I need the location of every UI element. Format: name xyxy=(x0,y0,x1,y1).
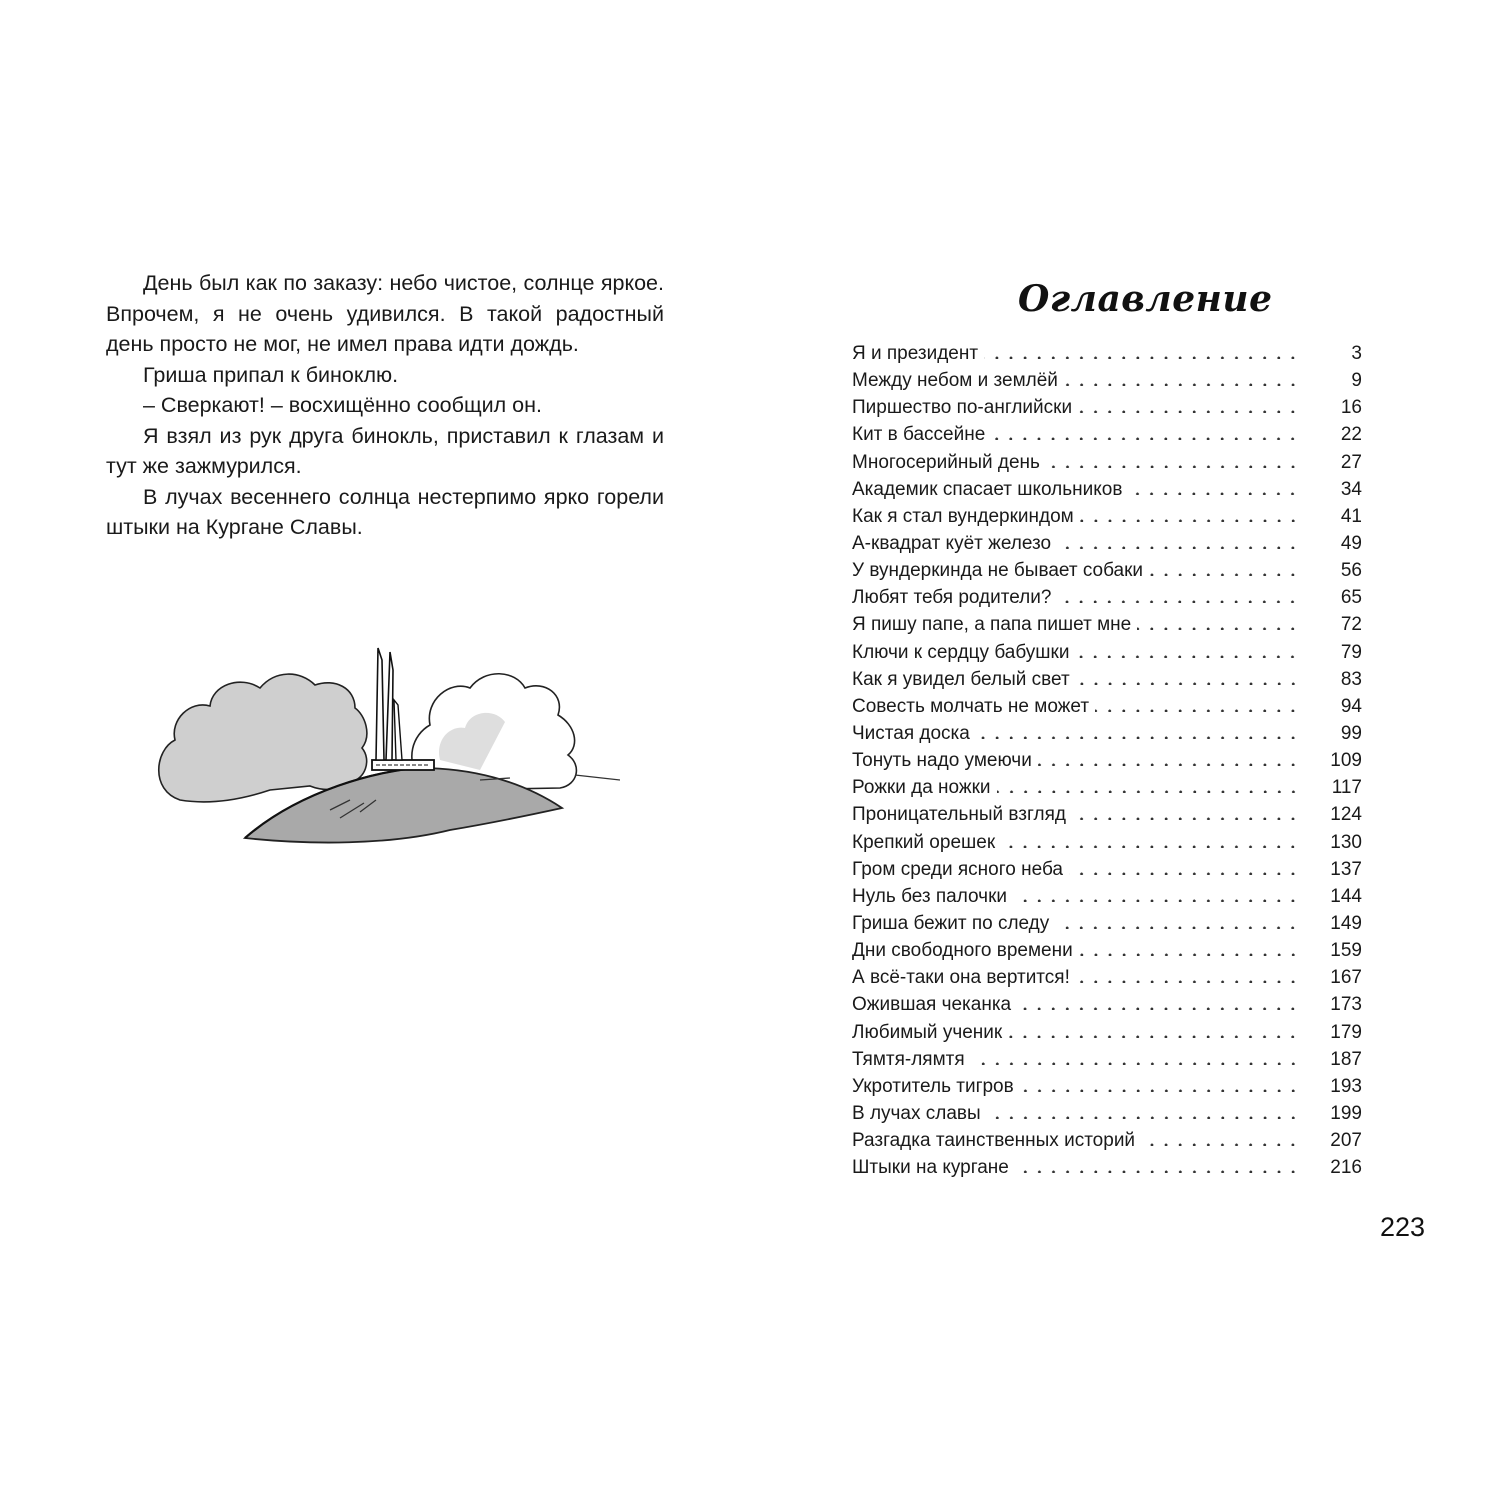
toc-entry[interactable] xyxy=(852,828,1362,855)
toc-entry-page: 124 xyxy=(1330,804,1362,826)
toc-entry-page: 179 xyxy=(1330,1021,1362,1043)
toc-entry-page: 199 xyxy=(1330,1102,1362,1124)
toc-leader-dots xyxy=(1064,366,1300,386)
toc-leader-dots xyxy=(1069,855,1300,875)
toc-entry-title: Ожившая чеканка xyxy=(852,994,1012,1016)
toc-entry-page: 34 xyxy=(1340,478,1362,500)
toc-leader-dots xyxy=(976,719,1300,739)
toc-entry-title: Рожки да ножки xyxy=(852,777,991,799)
toc-entry[interactable] xyxy=(852,963,1362,990)
toc-entry[interactable] xyxy=(852,1018,1362,1045)
toc-entry-page: 72 xyxy=(1340,614,1362,636)
toc-leader-dots xyxy=(1015,1153,1300,1173)
toc-entry-page: 65 xyxy=(1340,587,1362,609)
toc-leader-dots xyxy=(1080,502,1300,522)
toc-leader-dots xyxy=(1017,990,1300,1010)
toc-leader-dots xyxy=(1072,800,1300,820)
toc-leader-dots xyxy=(987,1099,1300,1119)
toc-entry-title: Я и президент xyxy=(852,343,979,364)
toc-entry-page: 27 xyxy=(1340,451,1362,473)
toc-leader-dots xyxy=(1001,828,1300,848)
toc-entry[interactable] xyxy=(852,990,1362,1017)
toc-entry[interactable] xyxy=(852,1126,1362,1153)
toc-entry[interactable] xyxy=(852,393,1362,420)
toc-entry-title: А всё-таки она вертится! xyxy=(852,967,1070,989)
toc-leader-dots xyxy=(1020,1072,1300,1092)
toc-leader-dots xyxy=(1046,448,1300,468)
toc-leader-dots xyxy=(1128,475,1300,495)
toc-entry[interactable] xyxy=(852,339,1362,366)
left-tree-shape xyxy=(159,674,367,802)
toc-entry-title: Любимый ученик xyxy=(852,1021,1003,1043)
toc-entry-page: 22 xyxy=(1340,424,1362,446)
story-text xyxy=(106,268,664,543)
story-paragraph: В лучах весеннего солнца нестерпимо ярко горели штыки на Кургане Славы. xyxy=(106,484,664,539)
toc-entry[interactable] xyxy=(852,1153,1362,1180)
toc-entry[interactable] xyxy=(852,665,1362,692)
toc-leader-dots xyxy=(1095,692,1300,712)
monument-hill-illustration xyxy=(150,640,620,855)
toc-entry[interactable] xyxy=(852,936,1362,963)
toc-entry-title: Как я увидел белый свет xyxy=(852,668,1070,690)
toc-entry-title: Многосерийный день xyxy=(852,451,1040,473)
toc-entry-title: Штыки на кургане xyxy=(852,1157,1009,1179)
toc-entry-page: 167 xyxy=(1330,967,1362,989)
toc-entry-page: 144 xyxy=(1330,885,1362,907)
story-paragraph: Я взял из рук друга бинокль, приставил к глазам и тут же зажмурился. xyxy=(106,423,664,478)
toc-entry-page: 41 xyxy=(1340,505,1362,527)
toc-entry-title: Пиршество по-английски xyxy=(852,397,1073,419)
toc-entry[interactable] xyxy=(852,909,1362,936)
toc-entry-page: 216 xyxy=(1330,1157,1362,1179)
toc-entry[interactable] xyxy=(852,855,1362,882)
toc-entry-title: Чистая доска xyxy=(852,722,970,744)
toc-leader-dots xyxy=(1013,882,1300,902)
toc-entry-title: Разгадка таинственных историй xyxy=(852,1130,1136,1152)
toc-entry[interactable] xyxy=(852,746,1362,773)
story-paragraph: – Сверкают! – восхищённо сообщил он. xyxy=(143,393,542,417)
toc-entry-page: 117 xyxy=(1331,777,1362,799)
toc-entry-page: 207 xyxy=(1330,1130,1362,1152)
toc-leader-dots xyxy=(1057,529,1300,549)
toc-entry[interactable] xyxy=(852,610,1362,637)
toc-leader-dots xyxy=(997,773,1300,793)
toc-leader-dots xyxy=(1055,909,1300,929)
toc-entry-page: 159 xyxy=(1330,940,1362,962)
toc-entry[interactable] xyxy=(852,420,1362,447)
toc-entry-page: 3 xyxy=(1351,343,1362,364)
toc-entry-page: 9 xyxy=(1351,370,1362,392)
toc-entry[interactable] xyxy=(852,1099,1362,1126)
toc-entry-title: Нуль без палочки xyxy=(852,885,1008,907)
toc-entry-title: У вундеркинда не бывает собаки xyxy=(852,560,1144,582)
toc-entry-title: Тонуть надо умеючи xyxy=(852,750,1032,772)
toc-leader-dots xyxy=(1137,610,1300,630)
story-paragraph: Гриша припал к биноклю. xyxy=(143,362,399,387)
toc-leader-dots xyxy=(1057,583,1300,603)
toc-entry-title: Ключи к сердцу бабушки xyxy=(852,641,1070,663)
toc-entry-page: 193 xyxy=(1330,1075,1362,1097)
toc-entry[interactable] xyxy=(852,882,1362,909)
toc-entry[interactable] xyxy=(852,692,1362,719)
toc-leader-dots xyxy=(1079,936,1300,956)
story-paragraph: День был как по заказу: небо чистое, солнце яркое. Впрочем, я не очень удивился. В такой радостный день просто не мог, не имел права идти дождь. xyxy=(106,271,664,356)
toc-entry-page: 56 xyxy=(1340,560,1362,582)
toc-entry-page: 79 xyxy=(1340,641,1362,663)
toc-entry-title: Я пишу папе, а папа пишет мне xyxy=(852,614,1132,636)
toc-entry-title: Гром среди ясного неба xyxy=(852,858,1063,880)
toc-entry[interactable] xyxy=(852,1045,1362,1072)
toc-entry-title: В лучах славы xyxy=(852,1102,981,1124)
toc-entry[interactable] xyxy=(852,719,1362,746)
toc-leader-dots xyxy=(1076,963,1300,983)
toc-entry-title: Крепкий орешек xyxy=(852,831,996,853)
toc-entry-page: 83 xyxy=(1340,668,1362,690)
toc-leader-dots xyxy=(1075,638,1300,658)
toc-entry[interactable] xyxy=(852,1072,1362,1099)
toc-entry[interactable] xyxy=(852,529,1362,556)
bayonet-shape xyxy=(394,700,402,760)
toc-entry-title: Тямтя-лямтя xyxy=(852,1048,965,1070)
toc-entry[interactable] xyxy=(852,800,1362,827)
toc-leader-dots xyxy=(1076,665,1300,685)
toc-leader-dots xyxy=(984,339,1300,359)
toc-entry-title: Укротитель тигров xyxy=(852,1075,1014,1097)
toc-entry-title: Академик спасает школьников xyxy=(852,478,1123,500)
toc-entry-page: 149 xyxy=(1330,912,1362,934)
toc-entry[interactable] xyxy=(852,556,1362,583)
toc-entry-page: 94 xyxy=(1340,695,1362,717)
toc-entry[interactable] xyxy=(852,583,1362,610)
toc-leader-dots xyxy=(1078,393,1300,413)
toc-title: Оглавление xyxy=(1018,278,1273,320)
toc-leader-dots xyxy=(1008,1018,1300,1038)
toc-leader-dots xyxy=(971,1045,1300,1065)
toc-entry-page: 16 xyxy=(1340,397,1362,419)
toc-entry[interactable] xyxy=(852,773,1362,800)
toc-list xyxy=(852,339,1362,1180)
toc-leader-dots xyxy=(991,420,1300,440)
toc-entry-page: 99 xyxy=(1340,722,1362,744)
toc-entry[interactable] xyxy=(852,366,1362,393)
toc-entry-title: Как я стал вундеркиндом xyxy=(852,505,1074,527)
toc-leader-dots xyxy=(1149,556,1300,576)
toc-entry-page: 137 xyxy=(1330,858,1362,880)
toc-entry-title: Между небом и землёй xyxy=(852,370,1058,392)
toc-entry-page: 49 xyxy=(1340,532,1362,554)
toc-entry-title: Кит в бассейне xyxy=(852,424,986,446)
toc-entry-page: 173 xyxy=(1330,994,1362,1016)
toc-entry-page: 109 xyxy=(1330,750,1362,772)
page-number: 223 xyxy=(1380,1212,1426,1242)
toc-entry[interactable] xyxy=(852,638,1362,665)
toc-leader-dots xyxy=(1038,746,1300,766)
toc-entry[interactable] xyxy=(852,502,1362,529)
toc-entry-page: 130 xyxy=(1330,831,1362,853)
toc-entry-title: Любят тебя родители? xyxy=(852,587,1052,609)
toc-leader-dots xyxy=(1141,1126,1300,1146)
toc-entry[interactable] xyxy=(852,448,1362,475)
toc-entry[interactable] xyxy=(852,475,1362,502)
toc-entry-title: Дни свободного времени xyxy=(852,940,1073,962)
bayonet-shape xyxy=(386,652,393,760)
toc-entry-title: А-квадрат куёт железо xyxy=(852,532,1052,554)
bayonet-shape xyxy=(376,648,384,760)
toc-entry-title: Совесть молчать не может xyxy=(852,695,1090,717)
toc-entry-title: Гриша бежит по следу xyxy=(852,912,1050,934)
toc-entry-title: Проницательный взгляд xyxy=(852,804,1066,826)
toc-entry-page: 187 xyxy=(1330,1048,1362,1070)
